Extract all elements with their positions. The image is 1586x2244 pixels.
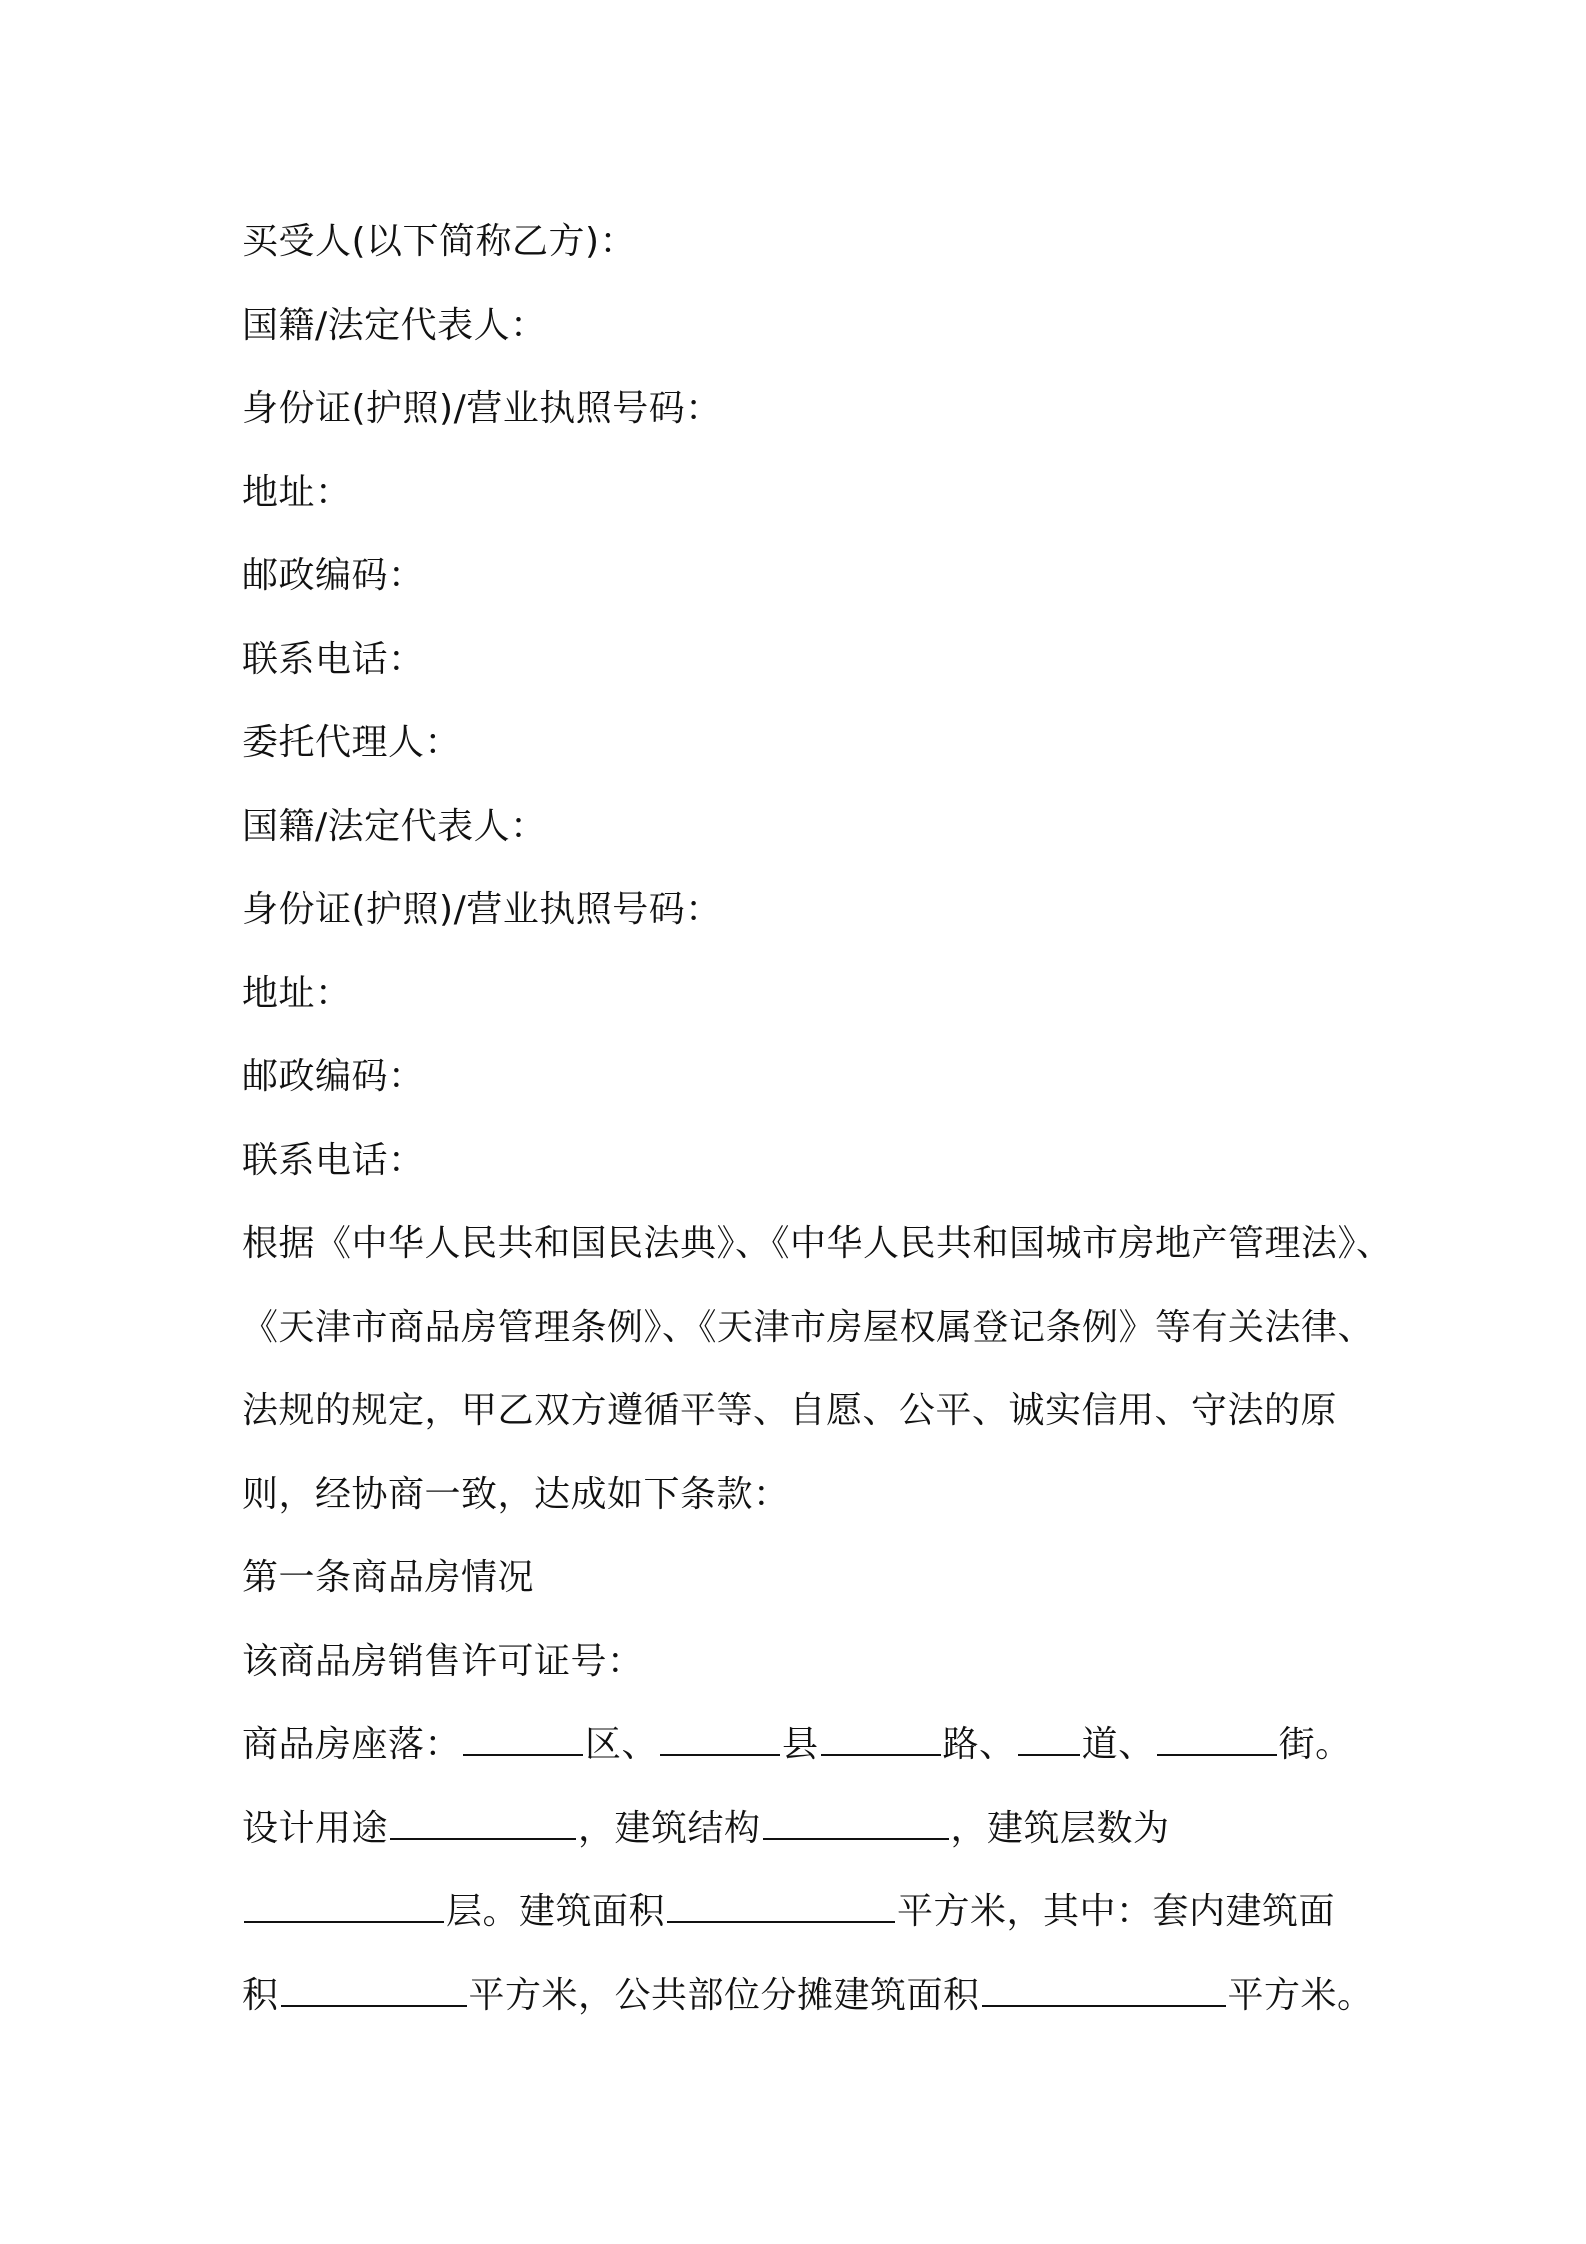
agent-nationality-label: 国籍/法定代表人： xyxy=(242,805,547,847)
agent-label: 委托代理人： xyxy=(242,722,462,763)
street-text: 街。 xyxy=(1278,1724,1352,1765)
floors-blank xyxy=(244,1891,444,1923)
building-area-blank xyxy=(667,1891,895,1923)
shared-area-unit: 平方米。 xyxy=(1227,1974,1374,2016)
buyer-postcode-label: 邮政编码： xyxy=(242,555,425,596)
inner-area-blank xyxy=(281,1975,467,2007)
buyer-id-label: 身份证(护照)/营业执照号码： xyxy=(242,388,722,429)
design-use-blank xyxy=(390,1808,576,1840)
way-blank xyxy=(1018,1724,1080,1756)
sales-permit-label: 该商品房销售许可证号： xyxy=(242,1640,644,1682)
area-line-1 xyxy=(242,1870,1372,1954)
buyer-nationality-label: 国籍/法定代表人： xyxy=(242,304,547,346)
building-area-unit: 平方米，其中：套内建筑面 xyxy=(897,1891,1336,1932)
structure-label: ，建筑结构 xyxy=(578,1807,761,1849)
design-use-label: 设计用途 xyxy=(242,1807,389,1849)
design-line xyxy=(242,1787,1372,1871)
road-blank xyxy=(821,1724,941,1756)
shared-area-blank xyxy=(982,1975,1226,2007)
county-text: 县 xyxy=(782,1724,819,1765)
buyer-label: 买受人(以下简称乙方)： xyxy=(242,221,637,262)
preamble-line-4: 则，经协商一致，达成如下条款： xyxy=(242,1473,790,1515)
agent-phone-label: 联系电话： xyxy=(242,1139,425,1181)
street-blank xyxy=(1157,1724,1277,1756)
county-blank xyxy=(660,1724,780,1756)
floors-suffix: 层。建筑面积 xyxy=(446,1891,666,1932)
road-text: 路、 xyxy=(942,1724,1016,1765)
district-text: 区、 xyxy=(585,1724,659,1765)
buyer-address-label: 地址： xyxy=(242,471,352,513)
buyer-phone-label: 联系电话： xyxy=(242,638,425,680)
agent-postcode-label: 邮政编码： xyxy=(242,1056,425,1097)
location-line xyxy=(242,1703,1372,1787)
agent-address-label: 地址： xyxy=(242,972,352,1014)
preamble-line-2: 《天津市商品房管理条例》、《天津市房屋权属登记条例》等有关法律、 xyxy=(242,1306,1375,1348)
district-blank xyxy=(463,1724,583,1756)
way-text: 道、 xyxy=(1081,1724,1155,1765)
floors-label: ，建筑层数为 xyxy=(950,1807,1170,1849)
article-one-heading: 第一条商品房情况 xyxy=(242,1557,535,1598)
area-line-2 xyxy=(242,1954,1372,2038)
structure-blank xyxy=(763,1808,949,1840)
shared-area-label: 平方米，公共部位分摊建筑面积 xyxy=(468,1974,980,2016)
document-body xyxy=(242,200,1393,2037)
location-prefix: 商品房座落： xyxy=(242,1724,462,1765)
area-line-2-prefix: 积 xyxy=(242,1974,279,2016)
agent-id-label: 身份证(护照)/营业执照号码： xyxy=(242,889,722,930)
preamble-line-1: 根据《中华人民共和国民法典》、《中华人民共和国城市房地产管理法》、 xyxy=(242,1223,1393,1264)
preamble-line-3: 法规的规定，甲乙双方遵循平等、自愿、公平、诚实信用、守法的原 xyxy=(242,1390,1338,1431)
